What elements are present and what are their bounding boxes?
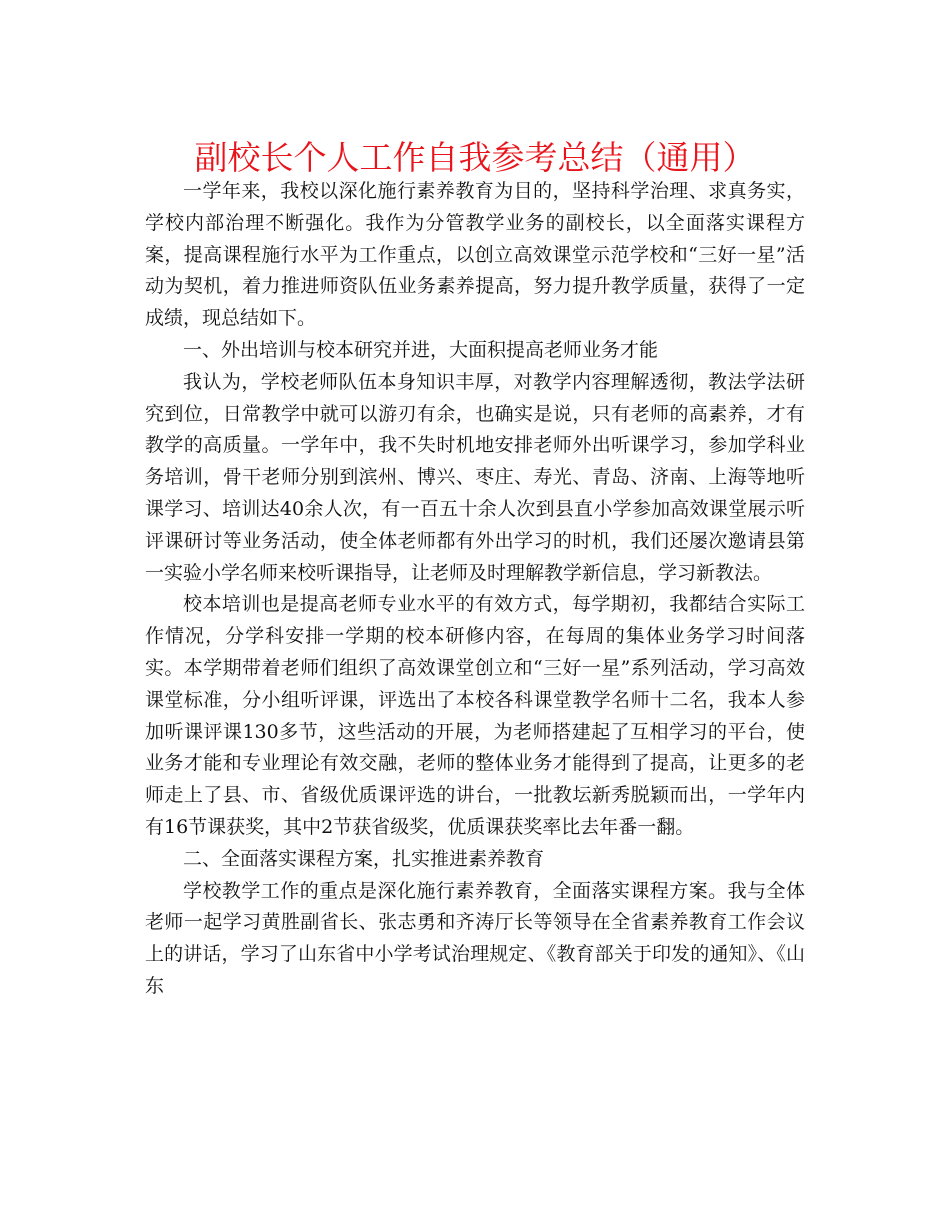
body-paragraph: 学校教学工作的重点是深化施行素养教育，全面落实课程方案。我与全体老师一起学习黄胜副省长、张志勇和齐涛厅长等领导在全省素养教育工作会议上的讲话，学习了山东省中小学考试治理规定、《教育部关于印发的通知》、《山东 (145, 879, 805, 997)
section-heading-2: 二、全面落实课程方案，扎实推进素养教育 (183, 847, 545, 870)
body-paragraph: 校本培训也是提高老师专业水平的有效方式，每学期初，我都结合实际工作情况，分学科安排一学期的校本研修内容，在每周的集体业务学习时间落实。本学期带着老师们组织了高效课堂创立和“三好一星”系列活动，学习高效课堂标准，分小组听评课，评选出了本校各科课堂教学名师十二名，我本人参加听课评课130多节，这些活动的开展，为老师搭建起了互相学习的平台，使业务才能和专业理论有效交融，老师的整体业务才能得到了提高，让更多的老师走上了县、市、省级优质课评选的讲台，一批教坛新秀脱颖而出，一学年内有16节课获奖，其中2节获省级奖，优质课获奖率比去年番一翻。 (145, 593, 805, 838)
intro-paragraph: 一学年来，我校以深化施行素养教育为目的，坚持科学治理、求真务实，学校内部治理不断强化。我作为分管教学业务的副校长，以全面落实课程方案，提高课程施行水平为工作重点，以创立高效课堂示范学校和“三好一星”活动为契机，着力推进师资队伍业务素养提高，努力提升教学质量，获得了一定成绩，现总结如下。 (145, 180, 805, 330)
document-body (145, 176, 805, 1003)
section-heading-1: 一、外出培训与校本研究并进，大面积提高老师业务才能 (183, 338, 659, 361)
body-paragraph: 我认为，学校老师队伍本身知识丰厚，对教学内容理解透彻，教法学法研究到位，日常教学中就可以游刃有余，也确实是说，只有老师的高素养，才有教学的高质量。一学年中，我不失时机地安排老师外出听课学习，参加学科业务培训，骨干老师分别到滨州、博兴、枣庄、寿光、青岛、济南、上海等地听课学习、培训达40余人次，有一百五十余人次到县直小学参加高效课堂展示听评课研讨等业务活动，使全体老师都有外出学习的时机，我们还屡次邀请县第一实验小学名师来校听课指导，让老师及时理解教学新信息，学习新教法。 (145, 370, 805, 584)
document-title: 副校长个人工作自我参考总结（通用） (194, 138, 756, 177)
